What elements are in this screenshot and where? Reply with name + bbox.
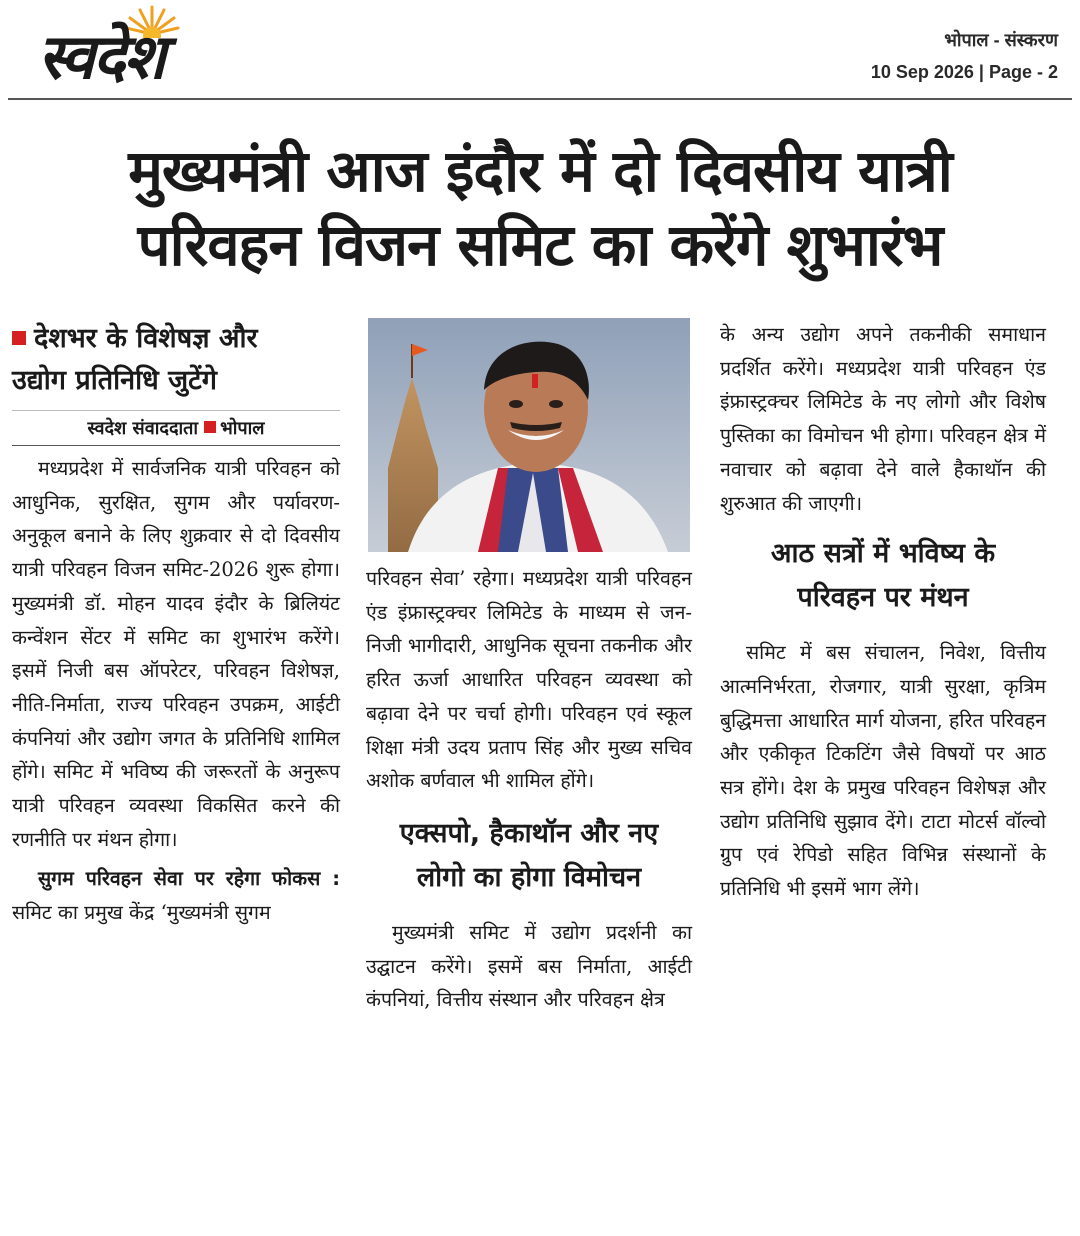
article-paragraph: परिवहन सेवा’ रहेगा। मध्यप्रदेश यात्री परिवहन एंड इंफ्रास्ट्रक्चर लिमिटेड के माध्यम से जन-निजी भागीदारी, आधुनिक सूचना तकनीक और हरित ऊर्जा आधारित परिवहन व्यवस्था को बढ़ावा देने पर चर्चा होगी। परिवहन एवं स्कूल शिक्षा मंत्री उदय प्रताप सिंह और मुख्य सचिव अशोक बर्णवाल भी शामिल होंगे। bbox=[366, 567, 692, 793]
section-subheading-line-2: लोगो का होगा विमोचन bbox=[416, 861, 642, 893]
article-paragraph: मध्यप्रदेश में सार्वजनिक यात्री परिवहन को आधुनिक, सुरक्षित, सुगम और पर्यावरण-अनुकूल बनाने के लिए शुक्रवार से दो दिवसीय यात्री परिवहन विजन समिट-2026 शुरू होगा। मुख्यमंत्री डॉ. मोहन यादव इंदौर के ब्रिलियंट कन्वेंशन सेंटर में समिट का शुभारंभ करेंगे। इसमें निजी बस ऑपरेटर, परिवहन विशेषज्ञ, नीति-निर्माता, राज्य परिवहन उपक्रम, आईटी कंपनियां और उद्योग जगत के प्रतिनिधि शामिल होंगे। समिट में भविष्य की जरूरतों के अनुरूप यात्री परिवहन व्यवस्था विकसित करने की रणनीति पर मंथन होगा। bbox=[12, 457, 340, 851]
section-subheading-line-1: एक्सपो, हैकाथॉन और नए bbox=[399, 817, 659, 849]
headline bbox=[0, 134, 1080, 282]
column-3 bbox=[720, 318, 1046, 906]
article-paragraph: के अन्य उद्योग अपने तकनीकी समाधान प्रदर्शित करेंगे। मध्यप्रदेश यात्री परिवहन एंड इंफ्रास्ट्रक्चर लिमिटेड के नए लोगो और विशेष पुस्तिका का विमोचन भी होगा। परिवहन क्षेत्र में नवाचार को बढ़ावा देने वाले हैकाथॉन की शुरुआत की जाएगी। bbox=[720, 323, 1046, 515]
masthead-divider bbox=[8, 98, 1072, 100]
article-paragraph: समिट में बस संचालन, निवेश, वित्तीय आत्मनिर्भरता, रोजगार, यात्री सुरक्षा, कृत्रिम बुद्धिमत्ता आधारित मार्ग योजना, हरित परिवहन और एकीकृत टिकटिंग जैसे विषयों पर आठ सत्र होंगे। देश के प्रमुख परिवहन विशेषज्ञ और उद्योग प्रतिनिधि सुझाव देंगे। टाटा मोटर्स वॉल्वो ग्रुप एवं रेपिडो सहित विभिन्न संस्थानों के प्रतिनिधि भी इसमें भाग लेंगे। bbox=[720, 641, 1046, 901]
article-paragraph: मुख्यमंत्री समिट में उद्योग प्रदर्शनी का उद्घाटन करेंगे। इसमें बस निर्माता, आईटी कंपनियां, वित्तीय संस्थान और परिवहन क्षेत्र bbox=[366, 920, 692, 1012]
subheading-line-2: उद्योग प्रतिनिधि जुटेंगे bbox=[12, 365, 217, 396]
paragraph-text: समिट का प्रमुख केंद्र ‘मुख्यमंत्री सुगम bbox=[12, 901, 271, 925]
byline bbox=[12, 410, 340, 446]
headline-line-2: परिवहन विजन समिट का करेंगे शुभारंभ bbox=[137, 211, 943, 279]
article-paragraph bbox=[12, 862, 340, 929]
subheading bbox=[12, 318, 340, 402]
section-subheading-line-2: परिवहन पर मंथन bbox=[797, 582, 969, 614]
edition-info bbox=[871, 24, 1058, 88]
paragraph-lead: सुगम परिवहन सेवा पर रहेगा फोकस : bbox=[38, 867, 340, 891]
headline-line-1: मुख्यमंत्री आज इंदौर में दो दिवसीय यात्री bbox=[128, 137, 952, 205]
section-subheading bbox=[366, 812, 692, 900]
subheading-line-1: देशभर के विशेषज्ञ और bbox=[34, 323, 258, 354]
masthead bbox=[0, 0, 1080, 98]
chief-minister-photo bbox=[368, 318, 690, 552]
section-subheading-line-1: आठ सत्रों में भविष्य के bbox=[770, 538, 996, 570]
section-subheading bbox=[720, 532, 1046, 620]
column-2 bbox=[366, 562, 692, 1017]
byline-reporter: स्वदेश संवाददाता bbox=[87, 418, 199, 439]
edition-name: भोपाल - संस्करण bbox=[944, 30, 1058, 50]
column-1 bbox=[12, 318, 340, 930]
byline-place: भोपाल bbox=[220, 418, 265, 439]
portrait-image bbox=[368, 318, 690, 552]
newspaper-logo[interactable]: स्वदेश bbox=[38, 20, 164, 93]
date-page: 10 Sep 2026 | Page - 2 bbox=[870, 62, 1058, 82]
red-square-icon bbox=[204, 421, 216, 433]
red-square-icon bbox=[12, 331, 26, 345]
